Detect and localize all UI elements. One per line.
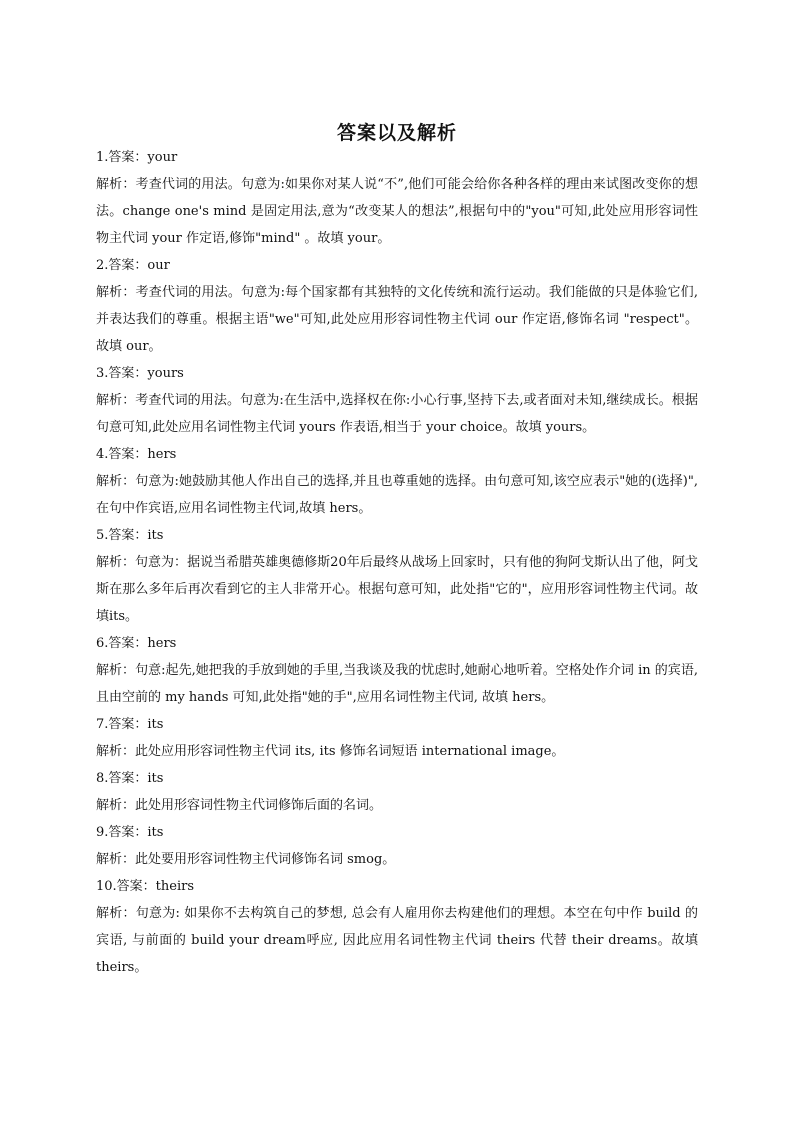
answer-line: 7.答案：its — [96, 717, 164, 732]
analysis-text: 解析：此处要用形容词性物主代词修饰名词 smog。 — [96, 852, 396, 867]
analysis-text: 解析：句意:起先,她把我的手放到她的手里,当我谈及我的忧虑时,她耐心地听着。空格处作介词 in 的宾语,且由空前的 my hands 可知,此处指"她的手",应用名词性物主代词, 故填 hers。 — [96, 663, 698, 705]
answer-item-2 — [96, 252, 698, 360]
answer-line: 9.答案：its — [96, 825, 164, 840]
answer-item-7 — [96, 711, 698, 765]
answer-line: 10.答案：theirs — [96, 879, 195, 894]
analysis-text: 解析：句意为: 如果你不去构筑自己的梦想, 总会有人雇用你去构建他们的理想。本空在句中作 build 的宾语, 与前面的 build your dream呼应, 因此应用名词性物主代词 theirs 代替 their dreams。故填 theirs。 — [96, 906, 698, 975]
analysis-text: 解析：句意为:她鼓励其他人作出自己的选择,并且也尊重她的选择。由句意可知,该空应表示"她的(选择)",在句中作宾语,应用名词性物主代词,故填 hers。 — [96, 474, 698, 516]
answer-item-1 — [96, 144, 698, 252]
answer-item-5 — [96, 522, 698, 630]
answer-item-9 — [96, 819, 698, 873]
answer-item-6 — [96, 630, 698, 711]
analysis-text: 解析：考查代词的用法。句意为:在生活中,选择权在你:小心行事,坚持下去,或者面对未知,继续成长。根据句意可知,此处应用名词性物主代词 yours 作表语,相当于 your choice。故填 yours。 — [96, 393, 698, 435]
analysis-text: 解析：考查代词的用法。句意为:如果你对某人说“不”,他们可能会给你各种各样的理由来试图改变你的想法。change one's mind 是固定用法,意为“改变某人的想法”,根据句中的"you"可知,此处应用形容词性物主代词 your 作定语,修饰"mind" 。故填 your。 — [96, 177, 698, 246]
answer-item-8 — [96, 765, 698, 819]
answer-list — [96, 144, 698, 981]
analysis-text: 解析：此处应用形容词性物主代词 its, its 修饰名词短语 international image。 — [96, 744, 565, 759]
answer-line: 6.答案：hers — [96, 636, 177, 651]
answer-line: 2.答案：our — [96, 258, 170, 273]
answer-item-4 — [96, 441, 698, 522]
answer-line: 5.答案：its — [96, 528, 164, 543]
analysis-text: 解析：此处用形容词性物主代词修饰后面的名词。 — [96, 798, 383, 813]
analysis-text: 解析：句意为：据说当希腊英雄奥德修斯20年后最终从战场上回家时，只有他的狗阿戈斯认出了他，阿戈斯在那么多年后再次看到它的主人非常开心。根据句意可知，此处指"它的"，应用形容词性物主代词。故填its。 — [96, 555, 698, 624]
answer-line: 8.答案：its — [96, 771, 164, 786]
answer-line: 1.答案：your — [96, 150, 178, 165]
answer-line: 3.答案：yours — [96, 366, 184, 381]
page-title: 答案以及解析 — [336, 122, 457, 144]
analysis-text: 解析：考查代词的用法。句意为:每个国家都有其独特的文化传统和流行运动。我们能做的只是体验它们,并表达我们的尊重。根据主语"we"可知,此处应用形容词性物主代词 our 作定语,修饰名词 "respect"。故填 our。 — [96, 285, 698, 354]
answer-line: 4.答案：hers — [96, 447, 177, 462]
answer-item-3 — [96, 360, 698, 441]
answer-item-10 — [96, 873, 698, 981]
